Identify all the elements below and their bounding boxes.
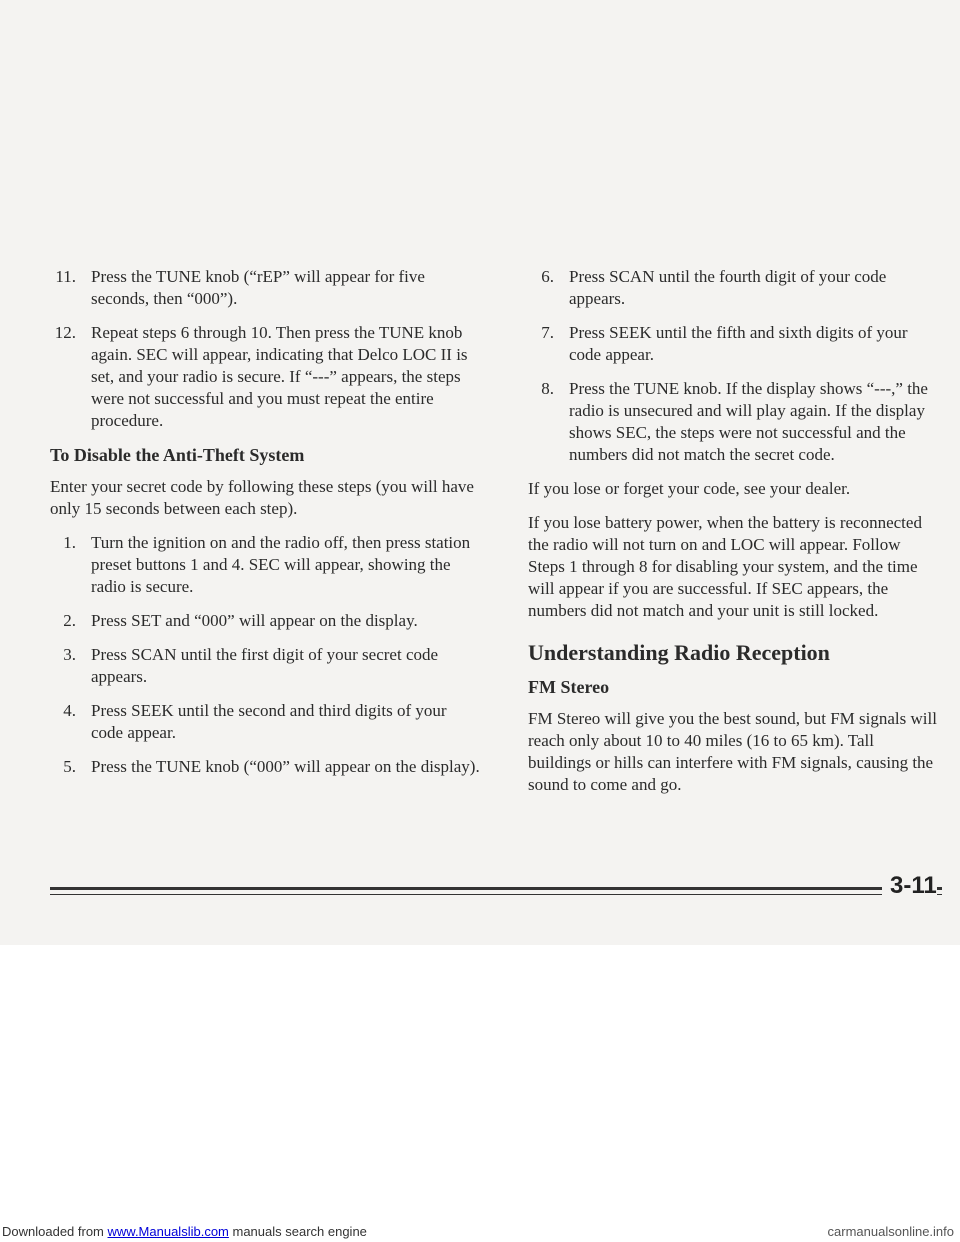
step-number: 11.: [55, 267, 76, 286]
paragraph-battery: If you lose battery power, when the battery is reconnected the radio will not turn on and LOC will appear. Follow Steps 1 through 8 for disabling your system, and the time will appear if you are successful. If SEC appears, the numbers did not match and your unit is still locked.: [528, 513, 922, 620]
section-heading-reception: Understanding Radio Reception: [528, 640, 830, 665]
footer-rule: [50, 887, 942, 895]
right-column: [528, 266, 940, 808]
list-item: [528, 266, 940, 310]
step-number: 12.: [54, 323, 76, 342]
paragraph-lose-code: If you lose or forget your code, see your dealer.: [528, 479, 851, 498]
step-number: 3.: [63, 645, 76, 664]
download-banner: [0, 1222, 960, 1242]
step-text: Press SET and “000” will appear on the display.: [91, 611, 418, 630]
left-column: [50, 266, 482, 790]
step-text: Press SEEK until the second and third digits of your code appear.: [91, 701, 447, 742]
sub-heading-fm-stereo: FM Stereo: [528, 677, 610, 697]
step-number: 4.: [63, 701, 76, 720]
step-text: Press the TUNE knob (“rEP” will appear for five seconds, then “000”).: [91, 267, 425, 308]
list-item: [50, 532, 482, 598]
step-number: 8.: [541, 379, 554, 398]
step-text: Repeat steps 6 through 10. Then press the TUNE knob again. SEC will appear, indicating that Delco LOC II is set, and your radio is secure. If “---” appears, the steps were not successful and you must repeat the entire procedure.: [91, 323, 468, 430]
step-text: Press the TUNE knob (“000” will appear on the display).: [91, 757, 480, 776]
steps-list-c: [528, 266, 940, 466]
section-heading-disable: To Disable the Anti-Theft System: [50, 445, 305, 465]
steps-list-b: [50, 532, 482, 778]
banner-prefix: Downloaded from: [2, 1224, 108, 1239]
page-number: 3-11: [882, 872, 937, 900]
step-text: Press SCAN until the first digit of your secret code appears.: [91, 645, 439, 686]
step-text: Press SEEK until the fifth and sixth digits of your code appear.: [569, 323, 908, 364]
step-text: Press the TUNE knob. If the display shows “---,” the radio is unsecured and will play again. If the display shows SEC, the steps were not successful and the numbers did not match the secret code.: [569, 379, 928, 464]
list-item: [50, 644, 482, 688]
paragraph-fm-stereo: FM Stereo will give you the best sound, but FM signals will reach only about 10 to 40 miles (16 to 65 km). Tall buildings or hills can interfere with FM signals, causing the sound to come and go.: [528, 709, 937, 794]
step-number: 5.: [63, 757, 76, 776]
step-text: Press SCAN until the fourth digit of your code appears.: [569, 267, 887, 308]
step-number: 2.: [63, 611, 76, 630]
manualslib-link[interactable]: www.Manualslib.com: [107, 1224, 229, 1239]
list-item: [50, 266, 482, 310]
step-text: Turn the ignition on and the radio off, then press station preset buttons 1 and 4. SEC will appear, showing the radio is secure.: [91, 533, 471, 596]
banner-suffix: manuals search engine: [228, 1224, 367, 1239]
watermark-text: carmanualsonline.info: [827, 1224, 954, 1239]
list-item: [50, 700, 482, 744]
step-number: 6.: [541, 267, 554, 286]
steps-list-a: [50, 266, 482, 432]
step-number: 1.: [63, 533, 76, 552]
list-item: [50, 756, 482, 778]
list-item: [50, 610, 482, 632]
step-number: 7.: [541, 323, 554, 342]
list-item: [528, 322, 940, 366]
intro-paragraph: Enter your secret code by following these steps (you will have only 15 seconds between each step).: [50, 477, 474, 518]
list-item: [528, 378, 940, 466]
list-item: [50, 322, 482, 432]
